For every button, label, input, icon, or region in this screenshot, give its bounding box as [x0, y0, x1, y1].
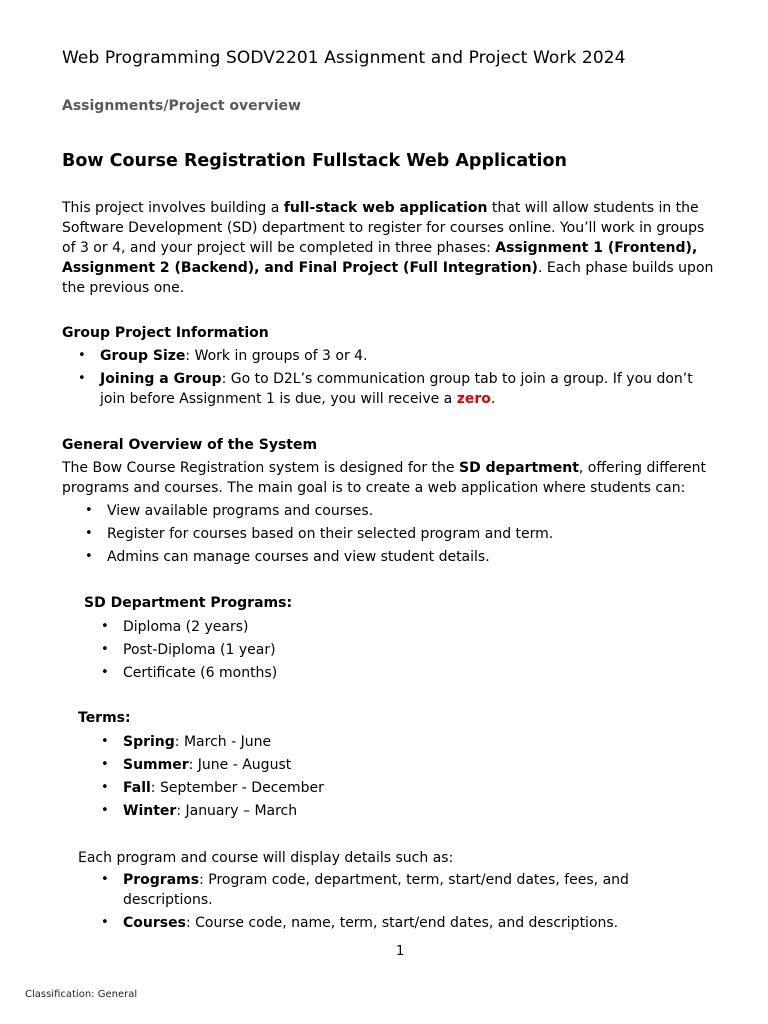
- overview-label: Assignments/Project overview: [62, 98, 301, 114]
- terms-list: [101, 732, 324, 824]
- intro-line-1: This project involves building a full-stack web application that will allow students in the: [62, 200, 699, 216]
- list-item: • Diploma (2 years): [101, 619, 249, 635]
- list-item: • Admins can manage courses and view student details.: [85, 549, 490, 565]
- document-title: Web Programming SODV2201 Assignment and Project Work 2024: [62, 48, 626, 68]
- list-item: • View available programs and courses.: [85, 503, 374, 519]
- intro-line-3: of 3 or 4, and your project will be completed in three phases: Assignment 1 (Frontend),: [62, 240, 698, 256]
- intro-line-5: the previous one.: [62, 280, 185, 296]
- overview-list: [85, 501, 554, 570]
- page-number: 1: [396, 944, 405, 959]
- list-item: • Register for courses based on their selected program and term.: [85, 526, 554, 542]
- bullet-icon: •: [101, 619, 109, 634]
- list-item: • Programs: Program code, department, term, start/end dates, fees, and descriptions.: [101, 872, 629, 908]
- list-item: • Joining a Group: Go to D2L’s communication group tab to join a group. If you don’t join before Assignment 1 is due, you will receive a zero.: [78, 371, 693, 407]
- overview-paragraph: The Bow Course Registration system is designed for the SD department, offering different programs and courses. The main goal is to create a web application where students can:: [62, 460, 706, 496]
- list-item: • Post-Diploma (1 year): [101, 642, 276, 658]
- list-item: • Spring: March - June: [101, 734, 272, 750]
- bullet-icon: •: [85, 503, 93, 518]
- zero-warning: zero: [456, 391, 491, 407]
- terms-heading: Terms:: [78, 710, 131, 726]
- project-title: Bow Course Registration Fullstack Web Application: [62, 151, 568, 171]
- bullet-icon: •: [85, 526, 93, 541]
- list-item: • Fall: September - December: [101, 780, 324, 796]
- list-item: • Courses: Course code, name, term, start/end dates, and descriptions.: [101, 915, 619, 931]
- intro-line-4: Assignment 2 (Backend), and Final Project (Full Integration). Each phase builds upon: [62, 260, 714, 276]
- details-intro: Each program and course will display details such as:: [78, 850, 454, 866]
- bullet-icon: •: [101, 872, 109, 887]
- bullet-icon: •: [78, 371, 86, 386]
- list-item: • Summer: June - August: [101, 757, 292, 773]
- overview-heading: General Overview of the System: [62, 437, 318, 453]
- list-item: • Certificate (6 months): [101, 665, 278, 681]
- programs-list: [101, 617, 278, 686]
- bullet-icon: •: [101, 915, 109, 930]
- details-list: [101, 870, 629, 936]
- classification-label: Classification: General: [25, 989, 138, 1000]
- bullet-icon: •: [101, 665, 109, 680]
- programs-heading: SD Department Programs:: [84, 595, 293, 611]
- list-item: • Group Size: Work in groups of 3 or 4.: [78, 348, 368, 364]
- bullet-icon: •: [101, 642, 109, 657]
- bullet-icon: •: [101, 734, 109, 749]
- bullet-icon: •: [101, 803, 109, 818]
- intro-line-2: Software Development (SD) department to register for courses online. You’ll work in groups: [62, 220, 705, 236]
- group-info-heading: Group Project Information: [62, 325, 269, 341]
- group-info-list: [78, 346, 693, 412]
- bullet-icon: •: [101, 780, 109, 795]
- bullet-icon: •: [78, 348, 86, 363]
- bullet-icon: •: [85, 549, 93, 564]
- bullet-icon: •: [101, 757, 109, 772]
- intro-paragraph: [62, 198, 713, 298]
- list-item: • Winter: January – March: [101, 803, 298, 819]
